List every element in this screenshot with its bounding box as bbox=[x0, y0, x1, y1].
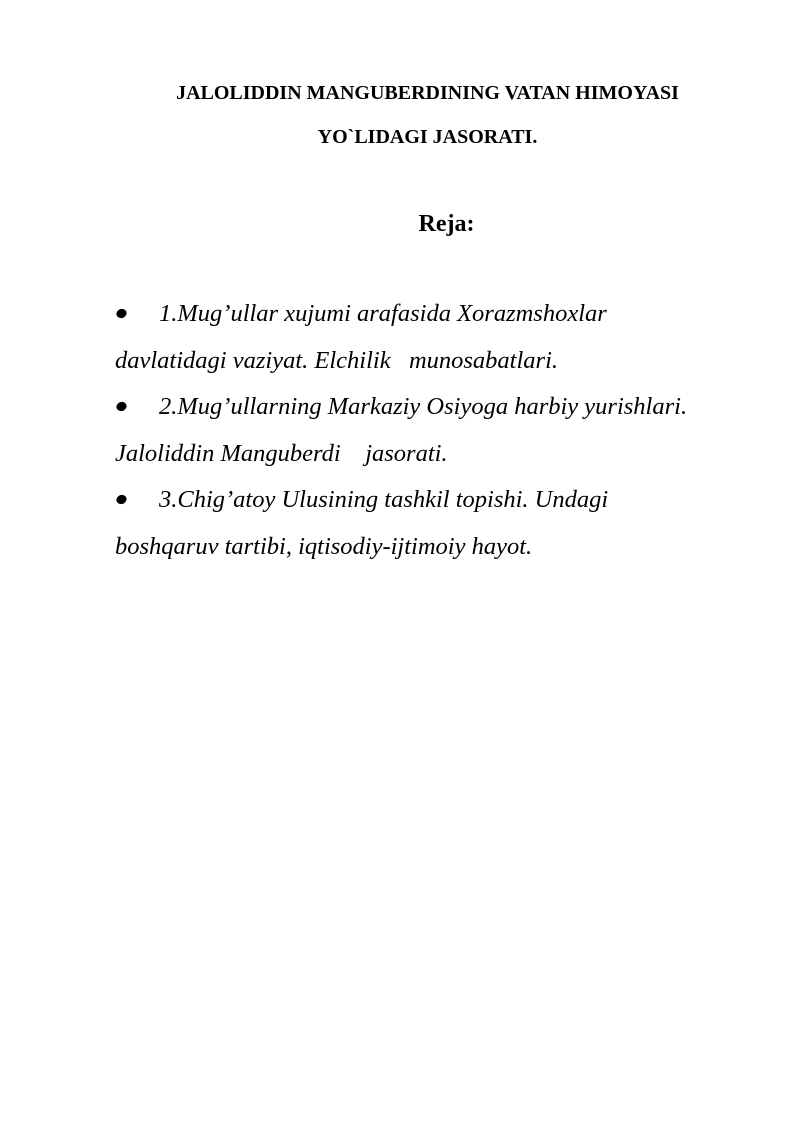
plan-item-text-line-2: boshqaruv tartibi, iqtisodiy-ijtimoiy hayot. bbox=[115, 532, 533, 560]
plan-item-text-line-1: 3.Chig’atoy Ulusining tashkil topishi. Undagi bbox=[159, 486, 609, 513]
title-line-2: YO`LIDAGI JASORATI. bbox=[317, 126, 538, 148]
plan-item-2 bbox=[115, 384, 775, 477]
plan-list bbox=[115, 291, 775, 570]
plan-item-3 bbox=[115, 477, 775, 570]
document-title bbox=[100, 71, 755, 159]
plan-heading: Reja: bbox=[418, 211, 475, 237]
plan-item-1 bbox=[115, 291, 775, 384]
plan-item-text-line-2: Jaloliddin Manguberdi jasorati. bbox=[115, 439, 448, 467]
plan-item-text-line-1: 1.Mug’ullar xujumi arafasida Xorazmshoxlar bbox=[159, 300, 607, 327]
plan-item-text-line-1: 2.Mug’ullarning Markaziy Osiyoga harbiy yurishlari. bbox=[159, 393, 688, 420]
plan-item-text-line-2: davlatidagi vaziyat. Elchilik munosabatlari. bbox=[115, 346, 558, 374]
title-line-1: JALOLIDDIN MANGUBERDINING VATAN HIMOYASI bbox=[176, 82, 679, 104]
